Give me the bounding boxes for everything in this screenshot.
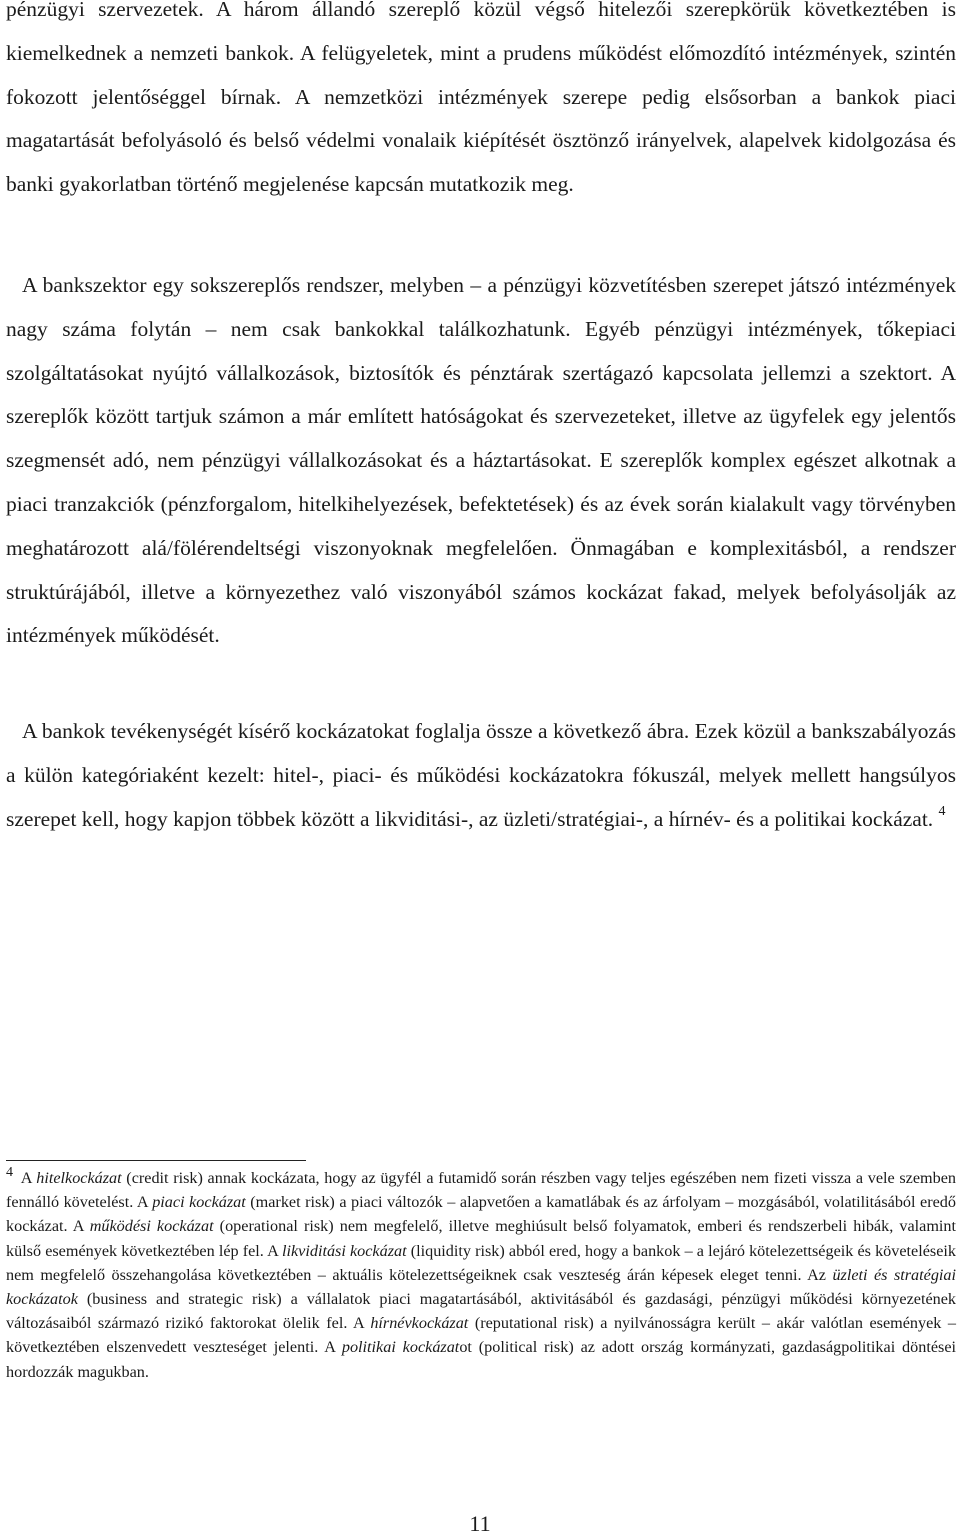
paragraph-text: A bankszektor egy sokszereplős rendszer, melyben – a pénzügyi közvetítésben szerepet játszó intézmények nagy száma folytán – nem csak bankokkal találkozhatunk. Egyéb pénzügyi intézmények, tőkepiaci szolgáltatásokat nyújtó vállalkozások, biztosítók és pénztárak szertágazó kapcsolata jellemzi a szektort. A szereplők között tartjuk számon a már említett hatóságokat és szervezeteket, illetve az ügyfelek egy jelentős szegmensét adó, nem pénzügyi vállalkozásokat és a háztartásokat. E szereplők komplex egészet alkotnak a piaci tranzakciók (pénzforgalom, hitelkihelyezések, befektetések) és az évek során kialakult vagy törvényben meghatározott alá/fölérendeltségi viszonyoknak megfelelően. Önmagában e komplexitásból, a rendszer struktúrájából, illetve a környezethez való viszonyából számos kockázat fakad, melyek befolyásolják az intézmények működését. [6,273,956,648]
footnote-term: működési kockázat [89,1217,214,1236]
footnote-term: politikai kockázat [341,1338,460,1357]
footnote-term: hitelkockázat [36,1169,122,1187]
footnote-separator [6,1160,306,1161]
footnote-term: hírnévkockázat [370,1314,469,1333]
footnote-text: (market risk) a piaci változók – alapvetően a kamatlábak és az árfolyam – mozgásából, volatilitásából eredő kockázat. A [6,1193,956,1236]
footnote-text: A [17,1169,37,1187]
footnote-number: 4 [6,1165,13,1180]
page-number: 11 [469,1511,491,1536]
footnote-text: (reputational risk) a nyilvánosságra került – akár valótlan események – következtében elszenvedett veszteséget jelenti. A [6,1314,956,1357]
footnote-term: piaci kockázat [152,1193,246,1212]
footnote-text: (credit risk) annak kockázata, hogy az ügyfél a futamidő során részben vagy teljes egészében nem fizeti vissza a vele szemben fennálló követelést. A [6,1169,957,1212]
paragraph-text: pénzügyi szervezetek. A három állandó szereplő közül végső hitelezői szerepkörük következtében is kiemelkednek a nemzeti bankok. A felügyeletek, mint a prudens működést előmozdító intézmények, szintén fokozott jelentőséggel bírnak. A nemzetközi intézmények szerepe pedig elsősorban a bankok piaci magatartását befolyásoló és belső védelmi vonalaik kiépítését ösztönző irányelvek, alapelvek kidolgozása és banki gyakorlatban történő megjelenése kapcsán mutatkozik meg. [6,0,956,197]
paragraph-text: A bankok tevékenységét kísérő kockázatokat foglalja össze a következő ábra. Ezek közül a bankszabályozás a külön kategóriaként kezelt: hitel-, piaci- és működési kockázatokra fókuszál, melyek mellett hangsúlyos szerepet kell, hogy kapjon többek között a likviditási-, az üzleti/stratégiai-, a hírnév- és a politikai kockázat. [6,719,956,831]
body-paragraph-3 [6,710,956,841]
footnote-term: üzleti és stratégiai kockázatok [6,1265,956,1309]
footnote-text: (liquidity risk) abból ered, hogy a bankok – a lejáró kötelezettségeik és követeléseik nem megfelelő összehangolása következtében – aktuális kötelezettségeiknek csak veszteség árán képesek eleget tenni. Az [6,1241,956,1284]
footnote [6,1166,956,1384]
footnote-text: (operational risk) nem megfelelő, illetve meghiúsult belső folyamatok, emberi és rendszerbeli hibák, valamint külső események következtében lép fel. A [6,1217,957,1260]
footnote-text: (business and strategic risk) a vállalatok piaci magatartásából, aktivitásából és gazdasági, pénzügyi működési környezetének változásaiból származó rizikó faktorokat ölelik fel. A [6,1290,956,1333]
footnote-term: likviditási kockázat [282,1241,407,1260]
footnote-reference[interactable]: 4 [938,803,946,819]
body-paragraph-1 [6,0,956,207]
body-paragraph-2 [6,264,956,658]
footnote-text: ot (political risk) az adott ország kormányzati, gazdaságpolitikai döntései hordozzák magukban. [6,1338,956,1381]
